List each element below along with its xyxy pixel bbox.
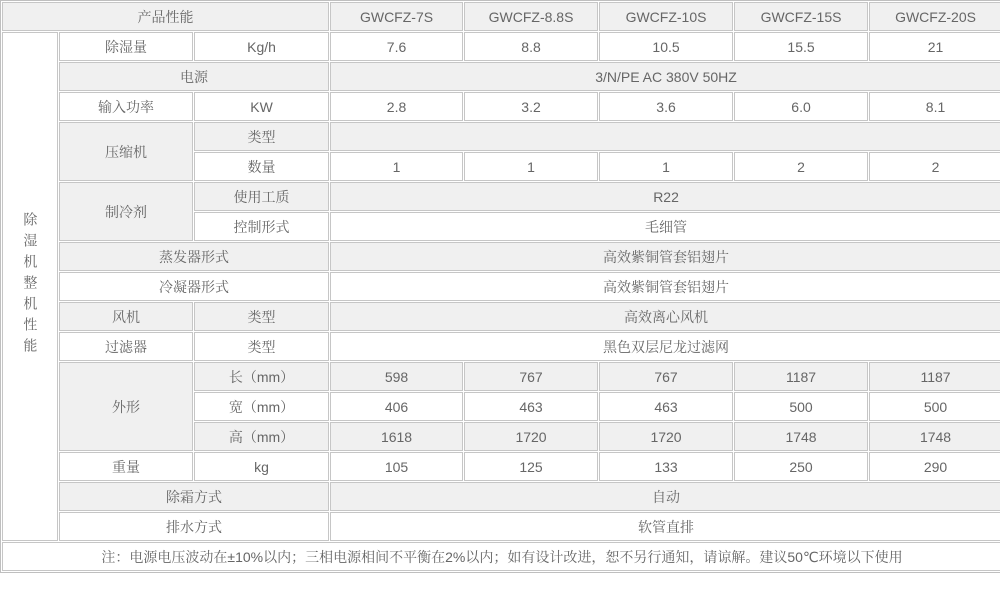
compressor-qty-value: 1 bbox=[464, 152, 598, 181]
weight-value: 250 bbox=[734, 452, 868, 481]
dimension-length-value: 767 bbox=[464, 362, 598, 391]
dimension-height-value: 1748 bbox=[869, 422, 1000, 451]
compressor-qty-value: 1 bbox=[599, 152, 733, 181]
dehumidify-label: 除湿量 bbox=[59, 32, 193, 61]
row-fan bbox=[2, 302, 1000, 331]
refrigerant-medium-label: 使用工质 bbox=[194, 182, 329, 211]
dimension-width-value: 463 bbox=[464, 392, 598, 421]
input-power-value: 3.6 bbox=[599, 92, 733, 121]
row-compressor-type bbox=[2, 122, 1000, 151]
evaporator-label: 蒸发器形式 bbox=[59, 242, 329, 271]
compressor-label: 压缩机 bbox=[59, 122, 193, 181]
compressor-qty-label: 数量 bbox=[194, 152, 329, 181]
fan-value: 高效离心风机 bbox=[330, 302, 1000, 331]
row-dimension-length bbox=[2, 362, 1000, 391]
weight-unit: kg bbox=[194, 452, 329, 481]
dehumidify-value: 15.5 bbox=[734, 32, 868, 61]
dimension-length-value: 1187 bbox=[734, 362, 868, 391]
row-filter bbox=[2, 332, 1000, 361]
refrigerant-label: 制冷剂 bbox=[59, 182, 193, 241]
row-drainage bbox=[2, 512, 1000, 541]
dehumidify-unit: Kg/h bbox=[194, 32, 329, 61]
fan-sub-label: 类型 bbox=[194, 302, 329, 331]
dimension-length-value: 1187 bbox=[869, 362, 1000, 391]
dehumidify-value: 8.8 bbox=[464, 32, 598, 61]
model-header-gwcfz-7s: GWCFZ-7S bbox=[330, 2, 463, 31]
corner-header: 产品性能 bbox=[2, 2, 329, 31]
row-refrigerant-medium bbox=[2, 182, 1000, 211]
defrost-label: 除霜方式 bbox=[59, 482, 329, 511]
side-group-label bbox=[2, 32, 58, 541]
weight-value: 125 bbox=[464, 452, 598, 481]
drainage-label: 排水方式 bbox=[59, 512, 329, 541]
header-row bbox=[2, 2, 1000, 31]
input-power-unit: KW bbox=[194, 92, 329, 121]
input-power-value: 8.1 bbox=[869, 92, 1000, 121]
input-power-value: 6.0 bbox=[734, 92, 868, 121]
model-header-gwcfz-10s: GWCFZ-10S bbox=[599, 2, 733, 31]
filter-sub-label: 类型 bbox=[194, 332, 329, 361]
model-header-gwcfz-20s: GWCFZ-20S bbox=[869, 2, 1000, 31]
dimension-width-value: 500 bbox=[734, 392, 868, 421]
row-note bbox=[2, 542, 1000, 571]
model-header-gwcfz-15s: GWCFZ-15S bbox=[734, 2, 868, 31]
row-condenser bbox=[2, 272, 1000, 301]
row-evaporator bbox=[2, 242, 1000, 271]
dimension-height-value: 1720 bbox=[464, 422, 598, 451]
dimension-width-value: 500 bbox=[869, 392, 1000, 421]
compressor-type-value bbox=[330, 122, 1000, 151]
dimension-width-value: 463 bbox=[599, 392, 733, 421]
dimension-width-label: 宽（mm） bbox=[194, 392, 329, 421]
refrigerant-medium-value: R22 bbox=[330, 182, 1000, 211]
dimension-length-value: 598 bbox=[330, 362, 463, 391]
refrigerant-control-label: 控制形式 bbox=[194, 212, 329, 241]
filter-label: 过滤器 bbox=[59, 332, 193, 361]
side-group-label-text: 除湿机整机性能 bbox=[22, 211, 39, 359]
input-power-label: 输入功率 bbox=[59, 92, 193, 121]
compressor-qty-value: 2 bbox=[869, 152, 1000, 181]
weight-label: 重量 bbox=[59, 452, 193, 481]
dehumidify-value: 7.6 bbox=[330, 32, 463, 61]
condenser-value: 高效紫铜管套铝翅片 bbox=[330, 272, 1000, 301]
row-dehumidify-capacity bbox=[2, 32, 1000, 61]
fan-label: 风机 bbox=[59, 302, 193, 331]
dimension-length-value: 767 bbox=[599, 362, 733, 391]
input-power-value: 3.2 bbox=[464, 92, 598, 121]
weight-value: 290 bbox=[869, 452, 1000, 481]
dimension-width-value: 406 bbox=[330, 392, 463, 421]
dimensions-label: 外形 bbox=[59, 362, 193, 451]
row-weight bbox=[2, 452, 1000, 481]
dimension-height-value: 1618 bbox=[330, 422, 463, 451]
refrigerant-control-value: 毛细管 bbox=[330, 212, 1000, 241]
condenser-label: 冷凝器形式 bbox=[59, 272, 329, 301]
dimension-height-value: 1748 bbox=[734, 422, 868, 451]
defrost-value: 自动 bbox=[330, 482, 1000, 511]
drainage-value: 软管直排 bbox=[330, 512, 1000, 541]
power-supply-value: 3/N/PE AC 380V 50HZ bbox=[330, 62, 1000, 91]
dimension-height-value: 1720 bbox=[599, 422, 733, 451]
filter-value: 黑色双层尼龙过滤网 bbox=[330, 332, 1000, 361]
dehumidify-value: 10.5 bbox=[599, 32, 733, 61]
model-header-gwcfz-8-8s: GWCFZ-8.8S bbox=[464, 2, 598, 31]
compressor-qty-value: 2 bbox=[734, 152, 868, 181]
compressor-qty-value: 1 bbox=[330, 152, 463, 181]
power-supply-label: 电源 bbox=[59, 62, 329, 91]
row-input-power bbox=[2, 92, 1000, 121]
input-power-value: 2.8 bbox=[330, 92, 463, 121]
dimension-length-label: 长（mm） bbox=[194, 362, 329, 391]
footnote: 注：电源电压波动在±10%以内；三相电源相间不平衡在2%以内；如有设计改进，恕不另行通知，请谅解。建议50℃环境以下使用 bbox=[2, 542, 1000, 571]
dehumidify-value: 21 bbox=[869, 32, 1000, 61]
row-power-supply bbox=[2, 62, 1000, 91]
compressor-type-label: 类型 bbox=[194, 122, 329, 151]
weight-value: 133 bbox=[599, 452, 733, 481]
row-defrost bbox=[2, 482, 1000, 511]
evaporator-value: 高效紫铜管套铝翅片 bbox=[330, 242, 1000, 271]
weight-value: 105 bbox=[330, 452, 463, 481]
dimension-height-label: 高（mm） bbox=[194, 422, 329, 451]
